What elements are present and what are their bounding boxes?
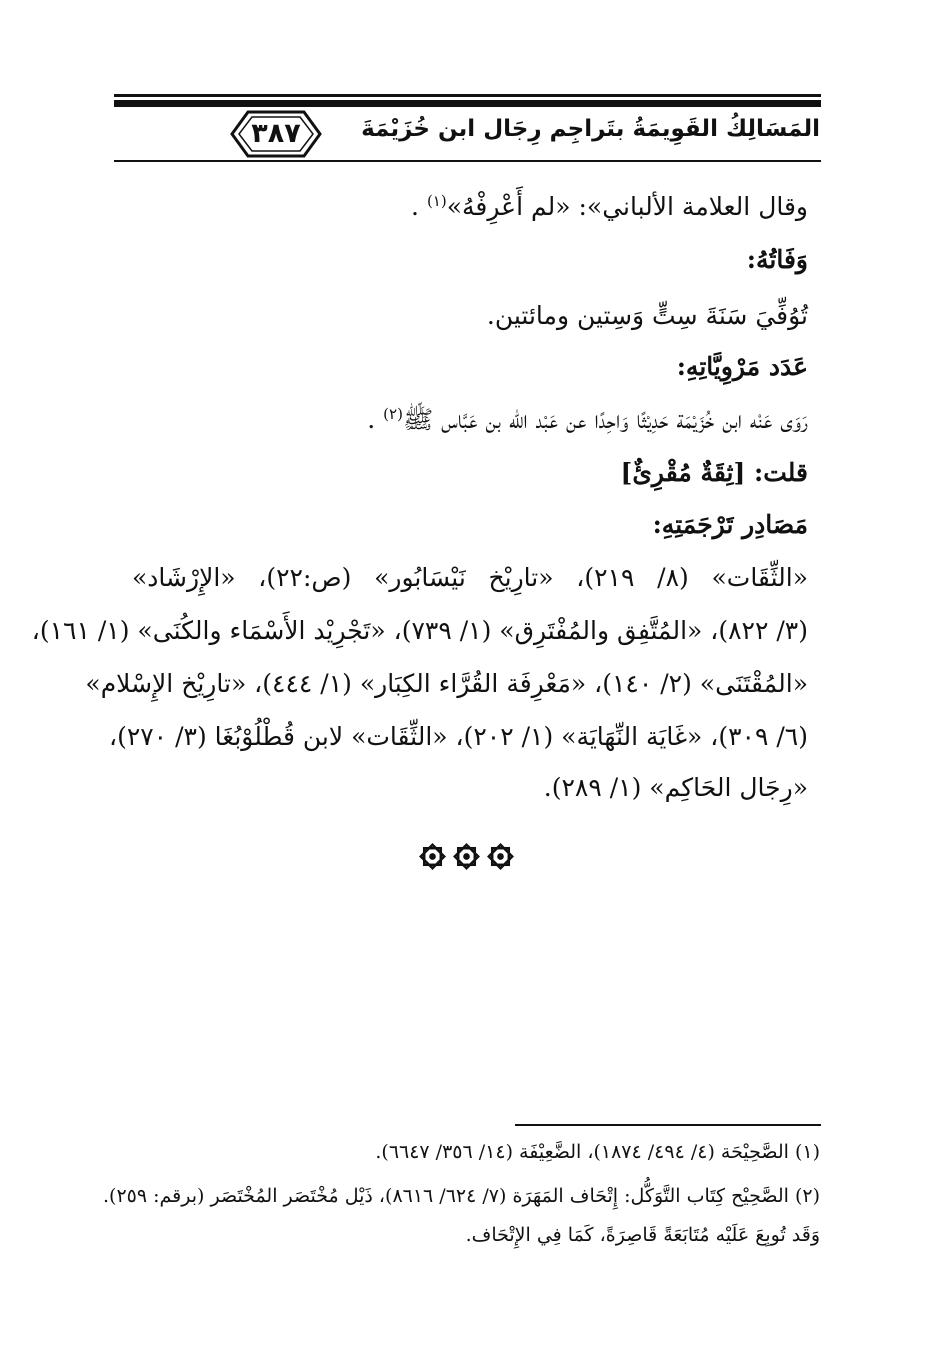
narrations-text: رَوَى عَنْه ابن خُزَيْمَة حَدِيْثًا وَاحِدًا عن عَبْد الله بن عَبَّاس ﷺ: [402, 405, 808, 434]
body-line-albani: [411, 190, 808, 224]
footnote-rule: [515, 1124, 821, 1126]
narrations-end: .: [367, 405, 384, 434]
page-number-badge: [228, 108, 324, 160]
footnote-2-continued: وَقَد تُوبِعَ عَلَيْه مُتَابَعَةً قَاصِرَةً، كَمَا فِي الإِتْحَاف.: [465, 1224, 820, 1246]
sources-line-4: (٦/ ٣٠٩)، «غَايَة النِّهَايَة» (١/ ٢٠٢)، «الثِّقَات» لابن قُطْلُوْبُغَا (٣/ ٢٧٠)،: [109, 722, 808, 751]
footnote-2: (٢) الصَّحِيْح كِتَاب التَّوَكُّل: إِتْحَاف المَهَرَة (٧/ ٦٢٤/ ٨٦١٦)، ذَيْل مُخْتَصَر المُخْتَصَر (برقم: ٢٥٩).: [103, 1185, 820, 1207]
verdict: قلت: [ثِقَةٌ مُقْرِئٌ]: [620, 458, 808, 487]
header-rule-bottom: [114, 160, 821, 162]
sources-line-1: «الثِّقَات» (٨/ ٢١٩)، «تارِيْخ نَيْسَابُور» (ص:٢٢)، «الإِرْشَاد»: [132, 563, 808, 592]
header-rule-top: [114, 94, 821, 97]
heading-death: وَفَاتُهُ:: [746, 245, 808, 274]
running-title: المَسَالِكُ القَوِيمَةُ بتَراجِم رِجَال ابن خُزَيْمَةَ: [361, 116, 820, 142]
sources-line-5: «رِجَال الحَاكِم» (١/ ٢٨٩).: [543, 773, 808, 802]
death-text: تُوُفِّيَ سَنَةَ سِتٍّ وَسِتين ومائتين.: [486, 301, 808, 330]
star-ornament-icon: [486, 842, 515, 871]
albani-end: .: [411, 192, 427, 221]
star-ornament-icon: [452, 842, 481, 871]
star-ornament-icon: [418, 842, 447, 871]
page-number: ٣٨٧: [251, 118, 301, 149]
footnote-ref-2: (٢): [383, 405, 403, 423]
section-divider: [418, 842, 515, 871]
footnote-1: (١) الصَّحِيْحَة (٤/ ٤٩٤/ ١٨٧٤)، الضَّعِيْفَة (١٤/ ٣٥٦/ ٦٦٤٧).: [375, 1141, 820, 1163]
header-rule-thick: [114, 100, 821, 107]
heading-narrations: عَدَد مَرْوِيَّاتِهِ:: [676, 352, 808, 381]
body-line-narrations: [367, 403, 808, 437]
heading-sources: مَصَادِر تَرْجَمَتِهِ:: [652, 510, 808, 539]
sources-line-2: (٣/ ٨٢٢)، «المُتَّفِق والمُفْتَرِق» (١/ ٧٣٩)، «تَجْرِيْد الأَسْمَاء والكُنَى» (١/ ١٦١)،: [31, 616, 808, 645]
footnote-ref-1: (١): [426, 192, 447, 210]
sources-line-3: «المُقْتَنَى» (٢/ ١٤٠)، «مَعْرِفَة القُرَّاء الكِبَار» (١/ ٤٤٤)، «تارِيْخ الإِسْلام»: [85, 669, 808, 698]
albani-text: وقال العلامة الألباني»: «لم أَعْرِفْهُ»: [446, 192, 808, 221]
